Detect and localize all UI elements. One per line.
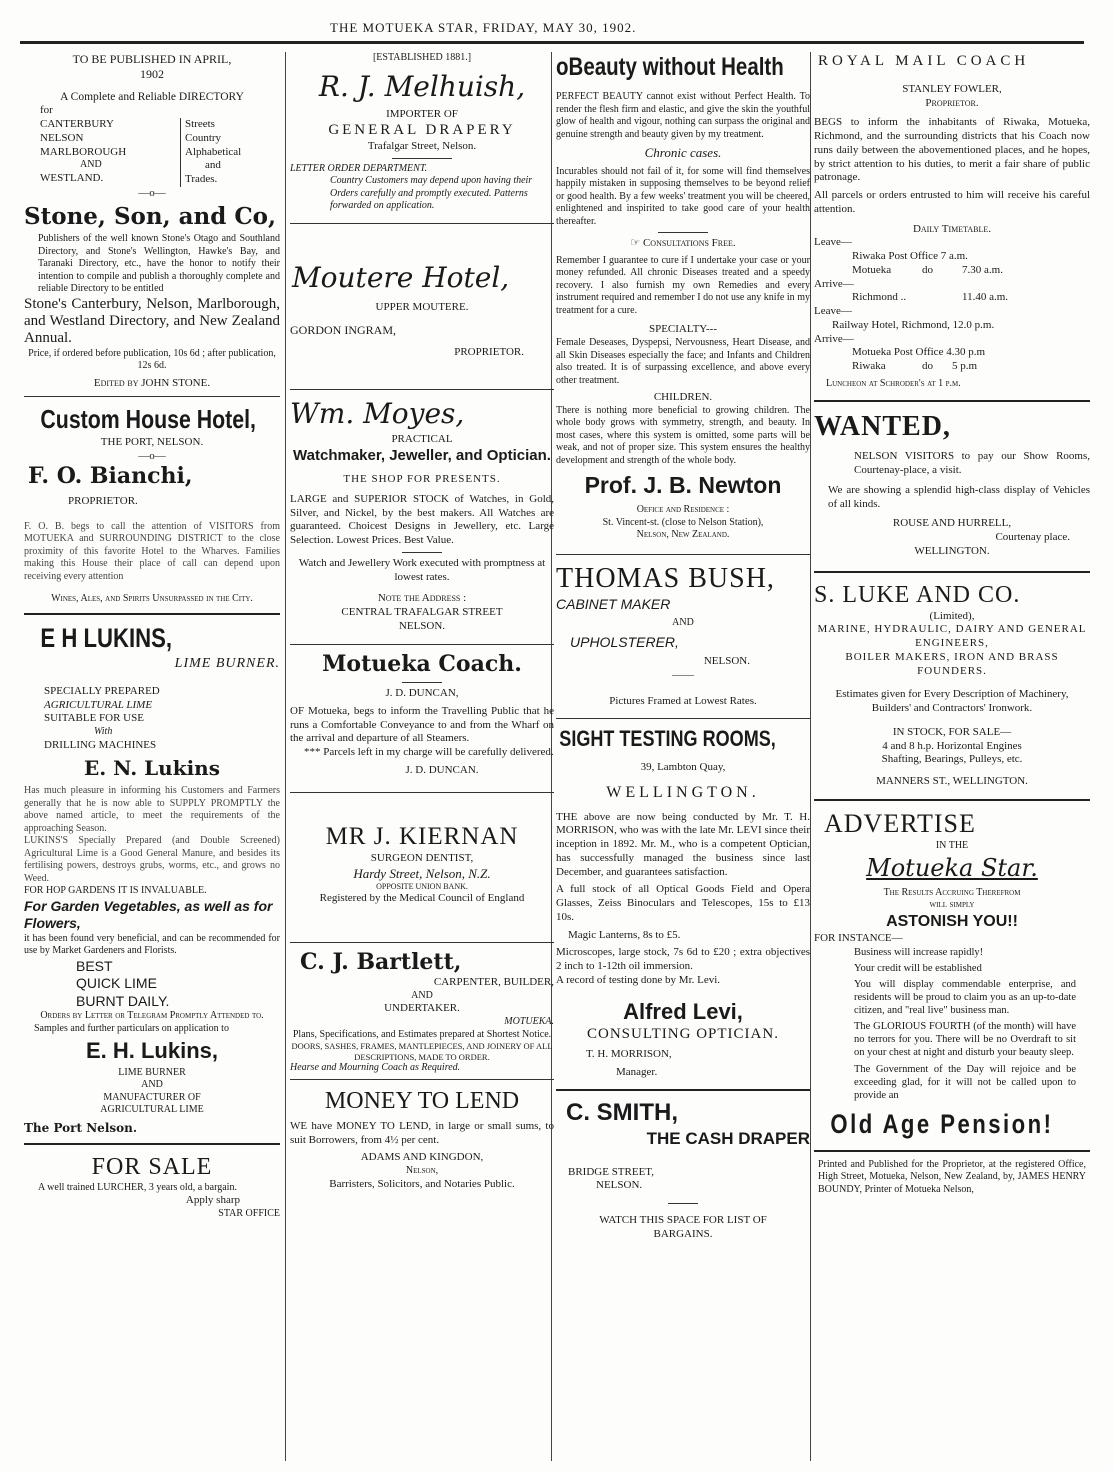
luke-name: S. LUKE AND CO. [814, 581, 1021, 608]
luke-shafting: Shafting, Bearings, Pulleys, etc. [881, 753, 1023, 766]
bush-trade-2: UPHOLSTERER, [570, 633, 679, 650]
melhuish-name: R. J. Melhuish, [318, 69, 526, 103]
levi-name: Alfred Levi, [623, 998, 743, 1024]
directory-body: Publishers of the well known Stone's Otago and Southland Directory, and Stone's Wellington, Hawke's Bay, and Taranaki Directory, etc., have the honor to notify their intention to compile and publish a thoroughly complete and reliable Directory to be entitled [38, 233, 280, 295]
moyes-name: Wm. Moyes, [290, 397, 465, 431]
sight-body: THE above are now being conducted by Mr. T. H. MORRISON, who was with the late Mr. LEVI since their inception in 1892. Mr. M., who is a competent Optician, has successfully managed the business since last December, and guarantees satisfaction. [556, 810, 810, 878]
content-type: Alphabetical [185, 145, 242, 158]
best-line: QUICK LIME [76, 975, 157, 992]
mail-role: Proprietor. [925, 96, 979, 109]
luke-engines: 4 and 8 h.p. Horizontal Engines [882, 739, 1022, 752]
bush-city: NELSON. [703, 655, 750, 667]
money-title: MONEY TO LEND [324, 1087, 520, 1114]
smith-ad [556, 1098, 810, 1241]
moyes-shop: THE SHOP FOR PRESENTS. [343, 473, 501, 485]
moutere-place: UPPER MOUTERE. [375, 300, 469, 313]
melhuish-address: Trafalgar Street, Nelson. [367, 140, 477, 152]
sight-record: A record of testing done by Mr. Levi. [556, 973, 721, 986]
mail-timetable: Daily Timetable. [912, 222, 992, 235]
beauty-children-body: There is nothing more beneficial to growing children. The whole body grows with symmetry, strength, and beauty. In most cases, where this system is omitted, some parts will be weak, and not of proper size. This system ensures the healthy development and strength of the whole body. [556, 404, 810, 466]
for-sale-apply: Apply sharp [185, 1194, 240, 1207]
luke-builders: Builders' and Contractors' Ironwork. [871, 702, 1033, 714]
region: AND [80, 159, 102, 171]
thomas-bush-ad [556, 561, 810, 709]
for-sale-title: FOR SALE [91, 1153, 213, 1180]
advertise-item: Your credit will be established [854, 962, 982, 974]
for-sale-body: A well trained LURCHER, 3 years old, a bargain. [38, 1181, 237, 1193]
melhuish-ad [290, 52, 554, 213]
masthead-rule [20, 41, 1084, 44]
motueka-coach-ad [290, 651, 554, 778]
lukins-name: E H LUKINS, [40, 622, 173, 653]
money-to-lend-ad [290, 1086, 554, 1192]
timetable-motueka-post: Motueka Post Office 4.30 p.m [852, 346, 986, 359]
directory-ad [24, 52, 280, 390]
publisher-name: Stone, Son, and Co, [24, 202, 277, 230]
beauty-chronic-body: Incurables should not fail of it, for some will find themselves happily mistaken in supposing themselves to be beyond relief or good health. By a few weeks' treatment you will be cheered, enlightened and inspirited to take good care of your health thereafter. [556, 165, 810, 227]
letter-order-body: Country Customers may depend upon having their Orders carefully and promptly executed. Patterns forwarded on application. [330, 175, 533, 212]
separator: —o— [138, 449, 166, 462]
money-body: WE have MONEY TO LEND, in large or small sums, to suit Borrowers, from 4½ per cent. [290, 1119, 554, 1146]
coach-sign: J. D. DUNCAN. [405, 763, 479, 776]
sign-line: AGRICULTURAL LIME [100, 1104, 204, 1116]
beauty-consult: ☞ Consultations Free. [630, 237, 736, 249]
lukins-trade: LIME BURNER. [174, 656, 280, 672]
royal-mail-ad [814, 52, 1090, 390]
separator: —o— [138, 186, 166, 199]
kiernan-address: Hardy Street, Nelson, N.Z. [353, 865, 491, 881]
bush-pictures: Pictures Framed at Lowest Rates. [609, 694, 757, 707]
bush-and: AND [672, 617, 694, 628]
moutere-name: Moutere Hotel, [292, 260, 510, 294]
luke-limited: (Limited), [929, 609, 975, 622]
smith-name: C. SMITH, [566, 1099, 678, 1127]
luke-trade-2: BOILER MAKERS, IRON AND BRASS FOUNDERS. [845, 650, 1059, 677]
coach-name: Motueka Coach. [322, 650, 522, 677]
moutere-owner: GORDON INGRAM, [290, 322, 397, 337]
advertise-item: The Government of the Day will rejoice and be exceeding glad, for it will not be called upon to provide an [854, 1063, 1076, 1101]
letter-order: LETTER ORDER DEPARTMENT. [290, 162, 428, 174]
advertise-paper: Motueka Star. [866, 853, 1038, 882]
beauty-children: CHILDREN. [653, 391, 713, 403]
sight-testing-ad [556, 725, 810, 1079]
lukins-ad [24, 622, 280, 1136]
content-type: Country [185, 131, 222, 144]
moyes-body: LARGE and SUPERIOR STOCK of Watches, in Gold, Silver, and Nickel, by the best makers. All Watches are guaranteed. Choicest Designs in Jewellery, etc. Large Selection. Lowest Prices. Best Value. [290, 492, 554, 546]
hotel-footer: Wines, Ales, and Spirits Unsurpassed in the City. [51, 593, 253, 605]
advertise-item: Business will increase rapidly! [854, 946, 984, 958]
lukins-garden: For Garden Vegetables, as well as for Flowers, [24, 897, 273, 932]
wanted-title: WANTED, [814, 411, 951, 443]
moyes-repair: Watch and Jewellery Work executed with promptness at lowest rates. [298, 556, 546, 583]
best-line: BEST [76, 957, 113, 974]
luke-stock: IN STOCK, FOR SALE— [892, 725, 1012, 738]
moyes-address: CENTRAL TRAFALGAR STREET [341, 606, 503, 618]
advertise-will: will simply [929, 899, 975, 911]
directory-heading: TO BE PUBLISHED IN APRIL, [72, 52, 232, 66]
hand-pointer-icon: ☞ [630, 237, 643, 249]
beauty-remember: Remember I guarantee to cure if I undertake your case or your money refunded. All chronic Diseases treated and a speedy recovery. I also furnish my own Remedies and every instrument required and remember I do not use any knife in my treatment for a cure. [556, 254, 810, 316]
moutere-role: PROPRIETOR. [454, 345, 524, 358]
lukins-body-1: Has much pleasure in informing his Customers and Farmers generally that he is now able to SUPPLY PROMPTLY the above named article, to meet the requirements of the approaching Season. [24, 785, 280, 834]
lukins-body-2: LUKINS'S Specially Prepared (and Double Screened) Agricultural Lime is a Good General Manure, and besides its fertilising powers, destroys grubs, worms, etc., and grows no Weed. [24, 835, 280, 884]
newton-city: Nelson, New Zealand. [636, 529, 730, 540]
lukins-port: The Port Nelson. [24, 1120, 138, 1135]
bartlett-hearse: Hearse and Mourning Coach as Required. [290, 1062, 461, 1074]
timetable-leave-2: Leave— [814, 305, 852, 317]
directory-intro: A Complete and Reliable DIRECTORY [60, 91, 244, 103]
bartlett-place: MOTUEKA. [504, 1016, 554, 1027]
directory-title: Stone's Canterbury, Nelson, Marlborough, and Westland Directory, and New Zealand Annual. [24, 295, 280, 347]
advertise-ad [814, 808, 1090, 1142]
coach-parcels: *** Parcels left in my charge will be carefully delivered. [304, 746, 554, 758]
advertise-instance: FOR INSTANCE— [814, 931, 903, 944]
morrison-role: Manager. [616, 1065, 658, 1078]
mail-owner: STANLEY FOWLER, [902, 82, 1002, 95]
bartlett-ad [290, 949, 554, 1075]
advertise-astonish: ASTONISH YOU!! [886, 912, 1018, 930]
timetable-arrive: Arrive— [814, 277, 854, 290]
imprint: Printed and Published for the Proprietor, at the registered Office, High Street, Motueka, Nelson, New Zealand, by, JAMES HENRY BOUNDY, Printer of Motueka Nelson, [818, 1158, 1086, 1195]
advertise-title: ADVERTISE [824, 808, 976, 838]
beauty-body: PERFECT BEAUTY cannot exist without Perfect Health. To render the flesh firm and elastic, and give the skin the youthful glow of health and vigour, nothing can surpass the original and genuine strength and beauty given by my treatment. [556, 91, 810, 140]
kiernan-opposite: OPPOSITE UNION BANK. [376, 881, 468, 891]
wanted-ad [814, 409, 1090, 558]
lukins-name-2: E. N. Lukins [84, 756, 220, 781]
timetable-luncheon: Luncheon at Schroder's at 1 p.m. [826, 377, 961, 389]
coach-owner: J. D. DUNCAN, [385, 687, 459, 699]
sight-address: 39, Lambton Quay, [640, 760, 726, 773]
masthead-title: THE MOTUEKA STAR, FRIDAY, MAY 30, 1902. [330, 20, 637, 35]
region: CANTERBURY [40, 118, 114, 131]
money-roles: Barristers, Solicitors, and Notaries Public. [329, 1177, 515, 1190]
region: WESTLAND. [40, 171, 104, 184]
sight-micro: Microscopes, large stock, 7s 6d to £20 ; extra objectives 2 inch to 1-12th oil immersion. [556, 946, 810, 972]
sign-line: MANUFACTURER OF [103, 1091, 201, 1103]
sight-stock: A full stock of all Optical Goods Field and Opera Glasses, Zeiss Binoculars and Telescopes, 15s to £13 10s. [556, 883, 810, 923]
hotel-role: PROPRIETOR. [68, 494, 138, 507]
moyes-city: NELSON. [398, 619, 446, 632]
region: NELSON [40, 131, 84, 144]
bartlett-body: Plans, Specifications, and Estimates prepared at Shortest Notice. [292, 1028, 552, 1040]
lukins-line: AGRICULTURAL LIME [44, 698, 153, 711]
hotel-owner: F. O. Bianchi, [28, 463, 193, 490]
morrison-name: T. H. MORRISON, [586, 1047, 672, 1060]
beauty-ad [556, 52, 810, 542]
bartlett-undertaker: UNDERTAKER. [384, 1002, 460, 1015]
wanted-city: WELLINGTON. [914, 544, 990, 557]
masthead [0, 0, 1114, 48]
kiernan-role: SURGEON DENTIST, [370, 851, 474, 864]
directory-price: Price, if ordered before publication, 10s 6d ; after publication, 12s 6d. [28, 347, 276, 372]
sight-title: SIGHT TESTING ROOMS, [559, 726, 776, 752]
levi-role: CONSULTING OPTICIAN. [587, 1026, 779, 1042]
luke-estimates: Estimates given for Every Description of Machinery, [835, 688, 1069, 701]
hotel-name: Custom House Hotel, [40, 404, 256, 435]
best-line: BURNT DAILY. [76, 992, 170, 1009]
smith-city: NELSON. [596, 1179, 643, 1192]
for-sale-office: STAR OFFICE [218, 1208, 280, 1220]
lukins-line: SPECIALLY PREPARED [44, 684, 160, 697]
lukins-line: With [94, 726, 113, 738]
mail-title: ROYAL MAIL COACH [818, 53, 1030, 69]
newton-name: Prof. J. B. Newton [584, 472, 782, 499]
bush-name: THOMAS BUSH, [556, 562, 775, 594]
lukins-line: DRILLING MACHINES [44, 738, 157, 751]
column-1 [24, 52, 280, 1221]
drapery: GENERAL DRAPERY [328, 122, 516, 139]
column-divider [285, 52, 286, 1461]
sight-city: WELLINGTON. [606, 783, 760, 801]
moyes-practical: PRACTICAL [391, 433, 453, 446]
wanted-showing: We are showing a splendid high-class display of Vehicles of all kinds. [828, 483, 1090, 510]
established: [ESTABLISHED 1881.] [372, 52, 472, 63]
directory-editor: Edited by JOHN STONE. [93, 376, 211, 389]
timetable-riwaka-2: Riwaka do 5 p.m [852, 360, 978, 372]
sign-line: LIME BURNER [118, 1066, 186, 1078]
mail-parcels: All parcels or orders entrusted to him will receive his careful attention. [814, 189, 1090, 215]
beauty-specialty: SPECIALTY--- [648, 323, 718, 336]
kiernan-name: MR J. KIERNAN [325, 822, 519, 850]
wanted-place: Courtenay place. [995, 531, 1070, 543]
for-sale-ad [24, 1152, 280, 1221]
column-4 [814, 52, 1090, 1196]
smith-watch: WATCH THIS SPACE FOR LIST OF BARGAINS. [599, 1214, 767, 1240]
advertise-item: The GLORIOUS FOURTH (of the month) will have no terrors for you. There will be no Overdraft to sit on your chest at night and disturb your beauty sleep. [854, 1021, 1076, 1059]
content-type: Trades. [185, 173, 218, 186]
advertise-in-the: IN THE [935, 840, 969, 852]
newton-address: St. Vincent-st. (close to Nelson Station), [602, 516, 764, 528]
timetable-riwaka: Riwaka Post Office 7 a.m. [852, 250, 968, 262]
lukins-line: SUITABLE FOR USE [44, 712, 144, 725]
advertise-results: The Results Accruing Therefrom [883, 886, 1021, 898]
lukins-body-3: FOR HOP GARDENS IT IS INVALUABLE. [24, 885, 207, 897]
smith-trade: THE CASH DRAPER [646, 1129, 810, 1149]
hotel-location: THE PORT, NELSON. [100, 435, 204, 448]
lukins-orders: Orders by Letter or Telegram Promptly Attended to. [40, 1010, 264, 1022]
bartlett-doors: DOORS, SASHES, FRAMES, MANTLEPIECES, AND JOINERY OF ALL DESCRIPTIONS, MADE TO ORDER. [291, 1041, 553, 1062]
newton-office: Oefice and Residence : [636, 504, 730, 515]
advertise-pension: Old Age Pension! [830, 1108, 1054, 1139]
beauty-title: oBeauty without Health [556, 53, 784, 81]
directory-for: for [40, 104, 53, 117]
custom-house-hotel-ad [24, 403, 280, 605]
content-type: and [205, 159, 221, 172]
bartlett-roles: CARPENTER, BUILDER, [433, 976, 554, 988]
luke-ad [814, 580, 1090, 789]
timetable-motueka: Motueka do 7.30 a.m. [852, 263, 1003, 276]
region: MARLBOROUGH [40, 145, 127, 158]
sign-line: AND [141, 1079, 163, 1091]
timetable-arrive-2: Arrive— [814, 332, 854, 345]
bush-trade: CABINET MAKER [556, 595, 671, 612]
coach-body: OF Motueka, begs to inform the Travelling Public that he runs a Comfortable Conveyance to and from the Wharf on the arrival and departure of all Steamers. [290, 704, 554, 745]
bartlett-and: AND [411, 989, 433, 1001]
luke-address: MANNERS ST., WELLINGTON. [876, 775, 1028, 787]
lukins-samples: Samples and further particulars on application to [34, 1022, 229, 1034]
bush-sep: —— [672, 668, 694, 681]
timetable-leave: Leave— [814, 236, 852, 249]
moyes-ad [290, 396, 554, 633]
luke-trade: MARINE, HYDRAULIC, DAIRY AND GENERAL ENGINEERS, [817, 623, 1087, 649]
money-city: Nelson, [405, 1165, 439, 1176]
moyes-note: Note the Address : [377, 592, 467, 605]
kiernan-registered: Registered by the Medical Council of England [319, 891, 525, 904]
lukins-body-4: it has been found very beneficial, and can be recommended for use by Market Gardeners and Florists. [24, 932, 280, 957]
smith-street: BRIDGE STREET, [568, 1165, 654, 1178]
beauty-specialty-body: Female Deseases, Dyspepsi, Nervousness, Heart Disease, and all Skin Diseases especially the face; and Infants and Children also treated. It is of surpassing excellence, and above every other treatment. [556, 337, 810, 386]
content-type: Streets [185, 118, 215, 131]
timetable-richmond: Richmond .. 11.40 a.m. [852, 291, 1009, 304]
timetable-railway: Railway Hotel, Richmond, 12.0 p.m. [832, 318, 995, 331]
wanted-body: NELSON VISITORS to pay our Show Rooms, Courtenay-place, a visit. [854, 450, 1090, 476]
directory-year: 1902 [140, 67, 164, 81]
sight-lanterns: Magic Lanterns, 8s to £5. [568, 928, 681, 941]
column-divider [810, 52, 811, 1461]
money-firm: ADAMS AND KINGDON, [360, 1151, 484, 1164]
mail-body: BEGS to inform the inhabitants of Riwaka, Motueka, Richmond, and the surrounding districts that his Coach now runs daily between the abovementioned places, and he hopes, by strict attention to his duties, to merit a fair share of public patronage. [814, 116, 1090, 184]
column-2 [290, 52, 554, 1191]
column-3 [556, 52, 810, 1242]
advertise-item: You will display commendable enterprise, and residents will be proud to claim you as an up-to-date citizen, and "real live" business man. [854, 978, 1076, 1016]
bartlett-name: C. J. Bartlett, [300, 948, 462, 975]
moyes-trade: Watchmaker, Jeweller, and Optician. [293, 447, 551, 464]
kiernan-ad [290, 799, 554, 906]
beauty-chronic: Chronic cases. [644, 145, 722, 161]
importer: IMPORTER OF [386, 107, 458, 120]
hotel-body: F. O. B. begs to call the attention of VISITORS from MOTUEKA and SURROUNDING DISTRICT to the close proximity of this favorite Hotel to the Wharves. Families making this House their place of call can depend upon receiving every attention [24, 520, 280, 582]
wanted-firm: ROUSE AND HURRELL, [892, 517, 1012, 530]
lukins-sign: E. H. Lukins, [85, 1038, 219, 1064]
moutere-hotel-ad [290, 230, 554, 360]
